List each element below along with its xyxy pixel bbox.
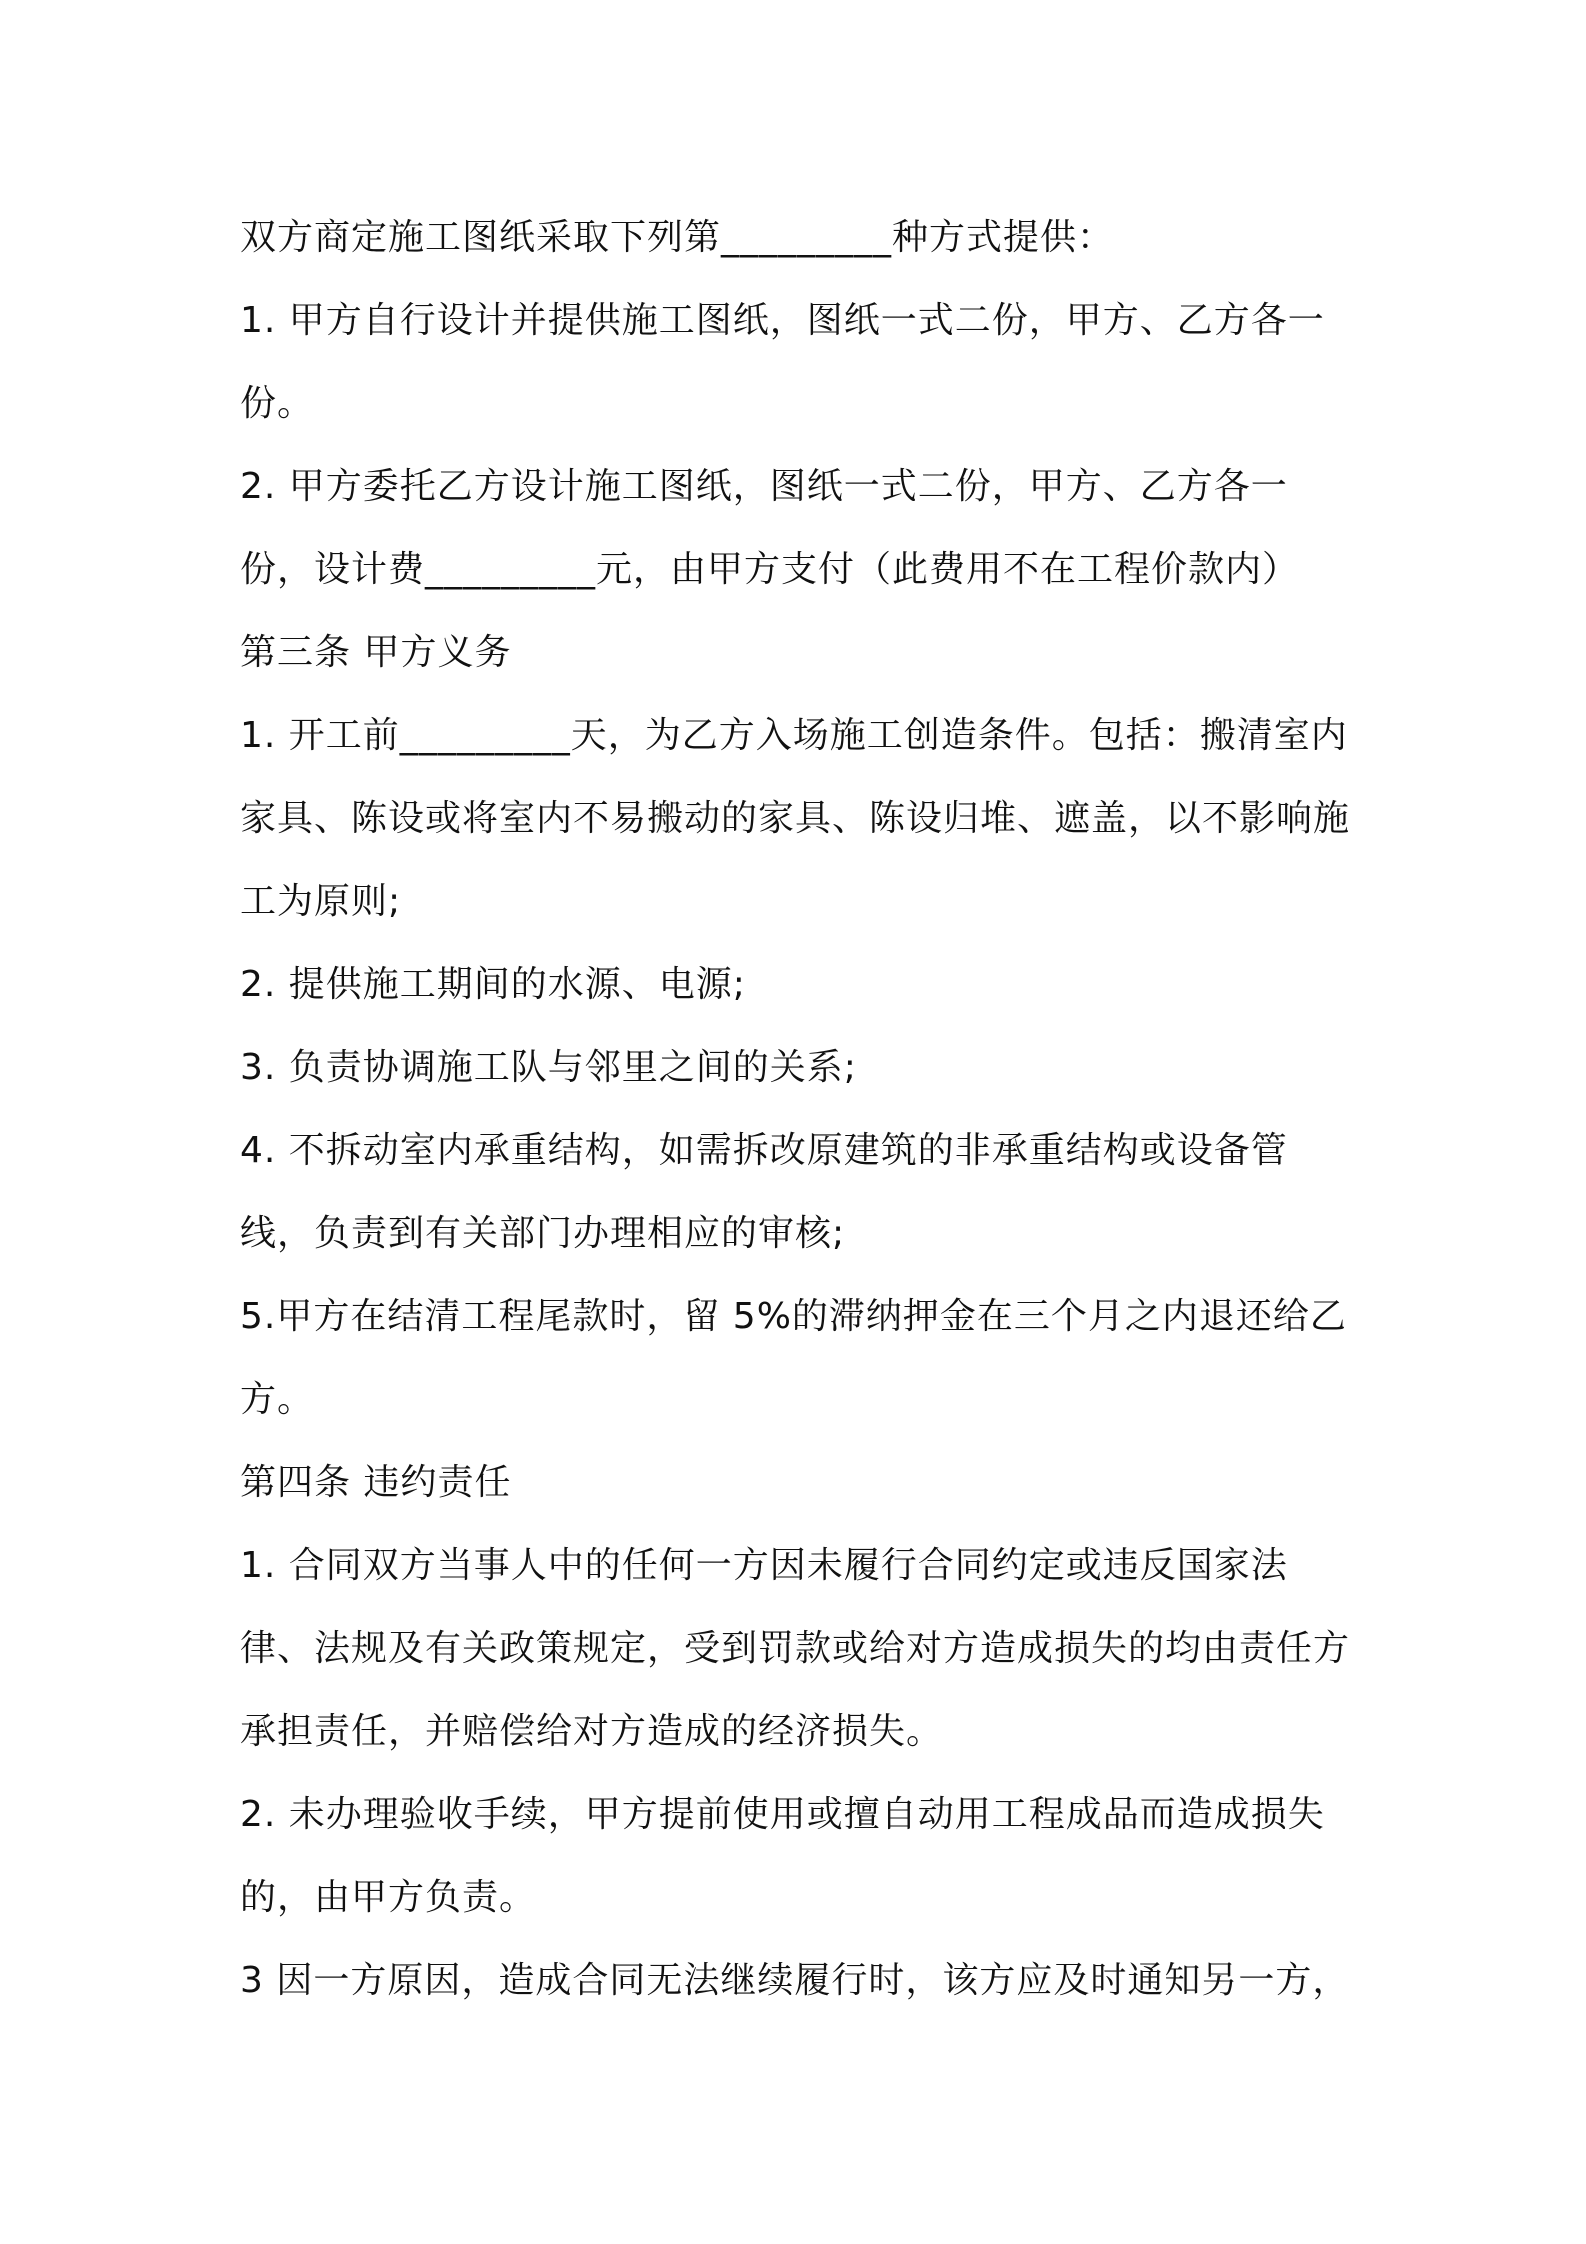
paragraph-party-a-duty-2: 2. 提供施工期间的水源、电源; <box>240 964 746 1005</box>
paragraph-drawing-option-1: 1. 甲方自行设计并提供施工图纸，图纸一式二份，甲方、乙方各一份。 <box>240 300 1325 424</box>
paragraph-party-a-duty-5: 5.甲方在结清工程尾款时，留 5%的滞纳押金在三个月之内退还给乙方。 <box>240 1296 1347 1420</box>
section-heading-article-4: 第四条 违约责任 <box>240 1462 512 1503</box>
paragraph-party-a-duty-3: 3. 负责协调施工队与邻里之间的关系; <box>240 1047 857 1088</box>
paragraph-party-a-duty-4: 4. 不拆动室内承重结构，如需拆改原建筑的非承重结构或设备管线，负责到有关部门办理相应的审核; <box>240 1130 1288 1254</box>
paragraph-drawing-method: 双方商定施工图纸采取下列第_________种方式提供： <box>240 217 1115 258</box>
paragraph-liability-3: 3 因一方原因，造成合同无法继续履行时，该方应及时通知另一方， <box>240 1960 1350 2001</box>
document-body <box>240 196 1360 2022</box>
section-heading-article-3: 第三条 甲方义务 <box>240 632 512 673</box>
paragraph-drawing-option-2: 2. 甲方委托乙方设计施工图纸，图纸一式二份，甲方、乙方各一份，设计费_________元，由甲方支付（此费用不在工程价款内） <box>240 466 1300 590</box>
paragraph-liability-2: 2. 未办理验收手续，甲方提前使用或擅自动用工程成品而造成损失的，由甲方负责。 <box>240 1794 1325 1918</box>
paragraph-liability-1: 1. 合同双方当事人中的任何一方因未履行合同约定或违反国家法律、法规及有关政策规定，受到罚款或给对方造成损失的均由责任方承担责任，并赔偿给对方造成的经济损失。 <box>240 1545 1351 1752</box>
paragraph-party-a-duty-1: 1. 开工前_________天，为乙方入场施工创造条件。包括：搬清室内家具、陈设或将室内不易搬动的家具、陈设归堆、遮盖，以不影响施工为原则; <box>240 715 1351 922</box>
